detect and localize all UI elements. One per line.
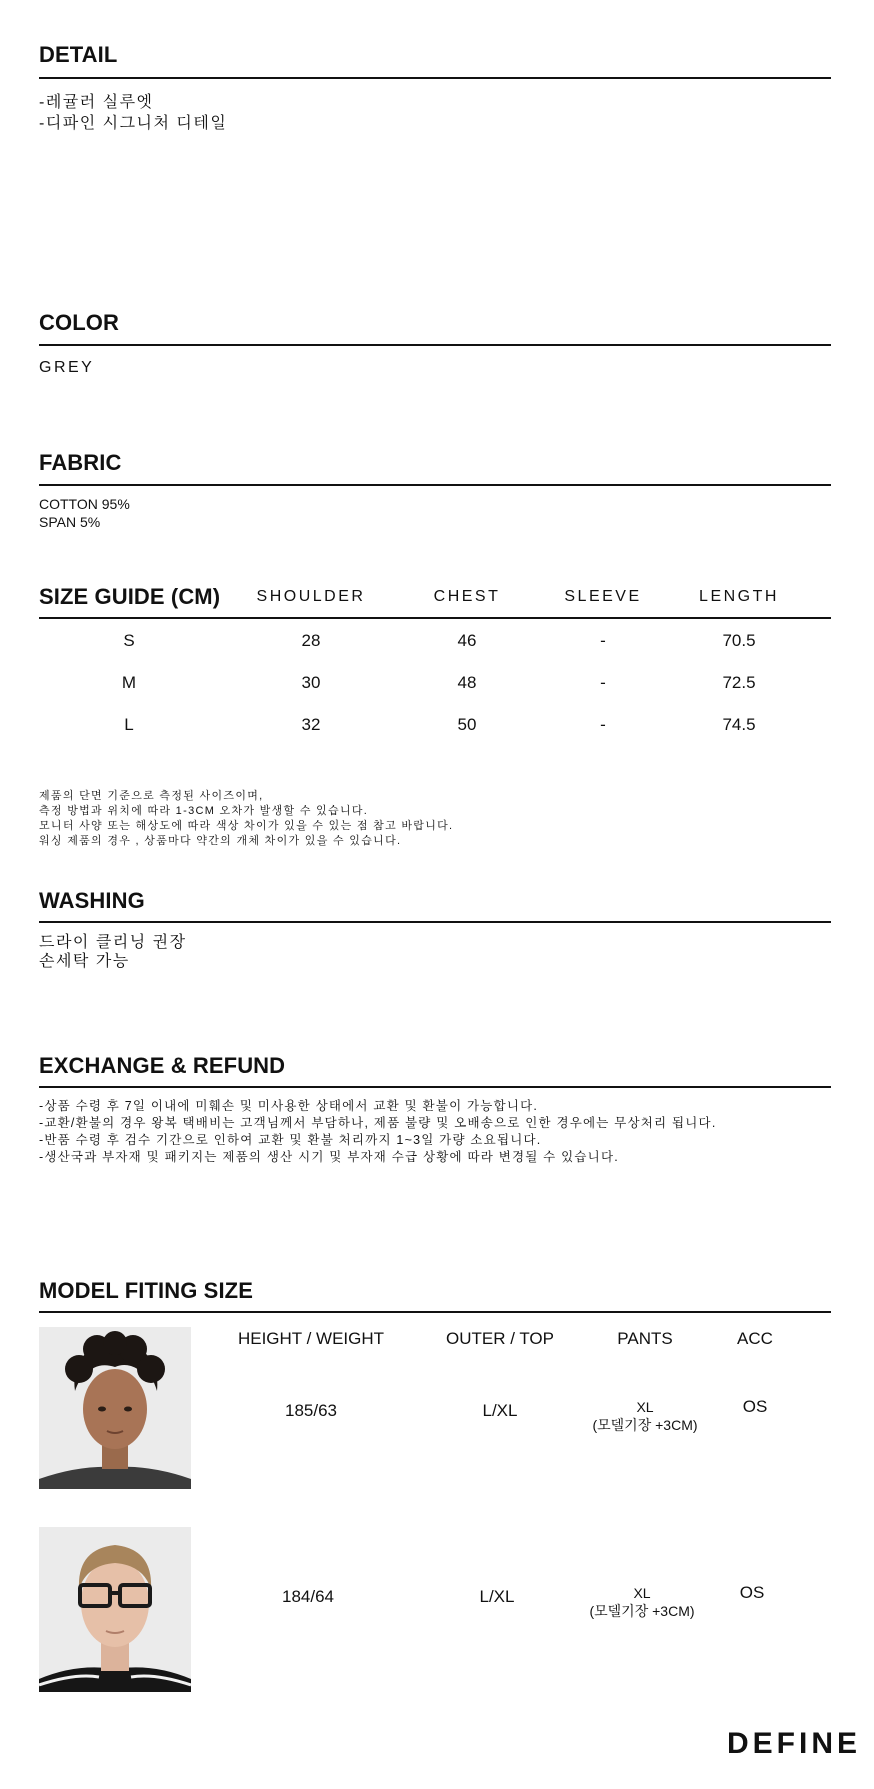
washing-divider — [39, 921, 831, 923]
model-height-weight: 185/63 — [285, 1401, 337, 1420]
color-divider — [39, 344, 831, 346]
exchange-line: -생산국과 부자재 및 패키지는 제품의 생산 시기 및 부자재 수급 상황에 따라 변경될 수 있습니다. — [39, 1150, 619, 1164]
size-cell: 32 — [301, 715, 321, 734]
size-guide-heading: SIZE GUIDE (CM) — [39, 584, 221, 609]
size-col-chest: CHEST — [433, 588, 501, 605]
model-col-pants: PANTS — [617, 1329, 673, 1348]
model-outer-top: L/XL — [482, 1401, 518, 1420]
fabric-heading: FABRIC — [39, 450, 122, 475]
model-pants: XL — [636, 1399, 654, 1415]
model-col-outer-top: OUTER / TOP — [445, 1329, 555, 1348]
model-pants: XL — [633, 1585, 651, 1601]
model-portrait-illustration — [39, 1527, 191, 1692]
size-cell: 74.5 — [722, 715, 756, 734]
size-cell: - — [600, 631, 606, 650]
size-label: S — [123, 631, 135, 650]
fabric-divider — [39, 484, 831, 486]
model-acc: OS — [742, 1397, 768, 1416]
size-note: 모니터 사양 또는 해상도에 따라 색상 차이가 있을 수 있는 점 참고 바랍니다. — [39, 820, 454, 832]
brand-logo: DEFINE — [727, 1727, 862, 1760]
washing-line: 손세탁 가능 — [39, 953, 130, 970]
model-height-weight: 184/64 — [282, 1587, 334, 1606]
exchange-divider — [39, 1086, 831, 1088]
washing-heading: WASHING — [39, 888, 145, 913]
fabric-line: SPAN 5% — [39, 514, 101, 530]
model-col-height-weight: HEIGHT / WEIGHT — [237, 1329, 385, 1348]
exchange-line: -상품 수령 후 7일 이내에 미훼손 및 미사용한 상태에서 교환 및 환불이 가능합니다. — [39, 1099, 539, 1113]
size-cell: 72.5 — [722, 673, 756, 692]
size-note: 측정 방법과 위치에 따라 1-3CM 오차가 발생할 수 있습니다. — [39, 805, 369, 817]
size-cell: 70.5 — [722, 631, 756, 650]
detail-heading: DETAIL — [39, 42, 118, 67]
color-value: GREY — [39, 359, 95, 376]
size-cell: 30 — [301, 673, 321, 692]
size-label: L — [124, 715, 134, 734]
size-cell: 46 — [457, 631, 477, 650]
model-photo — [39, 1527, 191, 1692]
size-note: 제품의 단면 기준으로 측정된 사이즈이며, — [39, 790, 264, 802]
model-portrait-illustration — [39, 1327, 191, 1489]
model-outer-top: L/XL — [479, 1587, 515, 1606]
model-heading: MODEL FITING SIZE — [39, 1278, 253, 1303]
size-guide-divider — [39, 617, 831, 619]
size-cell: 50 — [457, 715, 477, 734]
size-cell: - — [600, 673, 606, 692]
size-col-length: LENGTH — [699, 588, 779, 605]
exchange-line: -교환/환불의 경우 왕복 택배비는 고객님께서 부담하나, 제품 불량 및 오배송으로 인한 경우에는 무상처리 됩니다. — [39, 1116, 717, 1130]
model-pants-note: (모델기장 +3CM) — [589, 1603, 695, 1619]
size-cell: 48 — [457, 673, 477, 692]
fabric-line: COTTON 95% — [39, 496, 130, 512]
color-heading: COLOR — [39, 310, 119, 335]
detail-line: -디파인 시그니처 디테일 — [39, 115, 228, 132]
detail-line: -레귤러 실루엣 — [39, 94, 154, 111]
washing-line: 드라이 클리닝 권장 — [39, 934, 187, 951]
exchange-line: -반품 수령 후 검수 기간으로 인하여 교환 및 환불 처리까지 1~3일 가량 소요됩니다. — [39, 1133, 542, 1147]
size-col-sleeve: SLEEVE — [564, 588, 642, 605]
detail-divider — [39, 77, 831, 79]
model-photo — [39, 1327, 191, 1489]
model-col-acc: ACC — [737, 1329, 773, 1348]
size-note: 워싱 제품의 경우 , 상품마다 약간의 개체 차이가 있을 수 있습니다. — [39, 835, 402, 847]
size-cell: 28 — [301, 631, 321, 650]
model-acc: OS — [739, 1583, 765, 1602]
size-col-shoulder: SHOULDER — [256, 588, 366, 605]
model-divider — [39, 1311, 831, 1313]
model-pants-note: (모델기장 +3CM) — [592, 1417, 698, 1433]
exchange-heading: EXCHANGE & REFUND — [39, 1053, 286, 1078]
size-cell: - — [600, 715, 606, 734]
size-label: M — [121, 673, 137, 692]
